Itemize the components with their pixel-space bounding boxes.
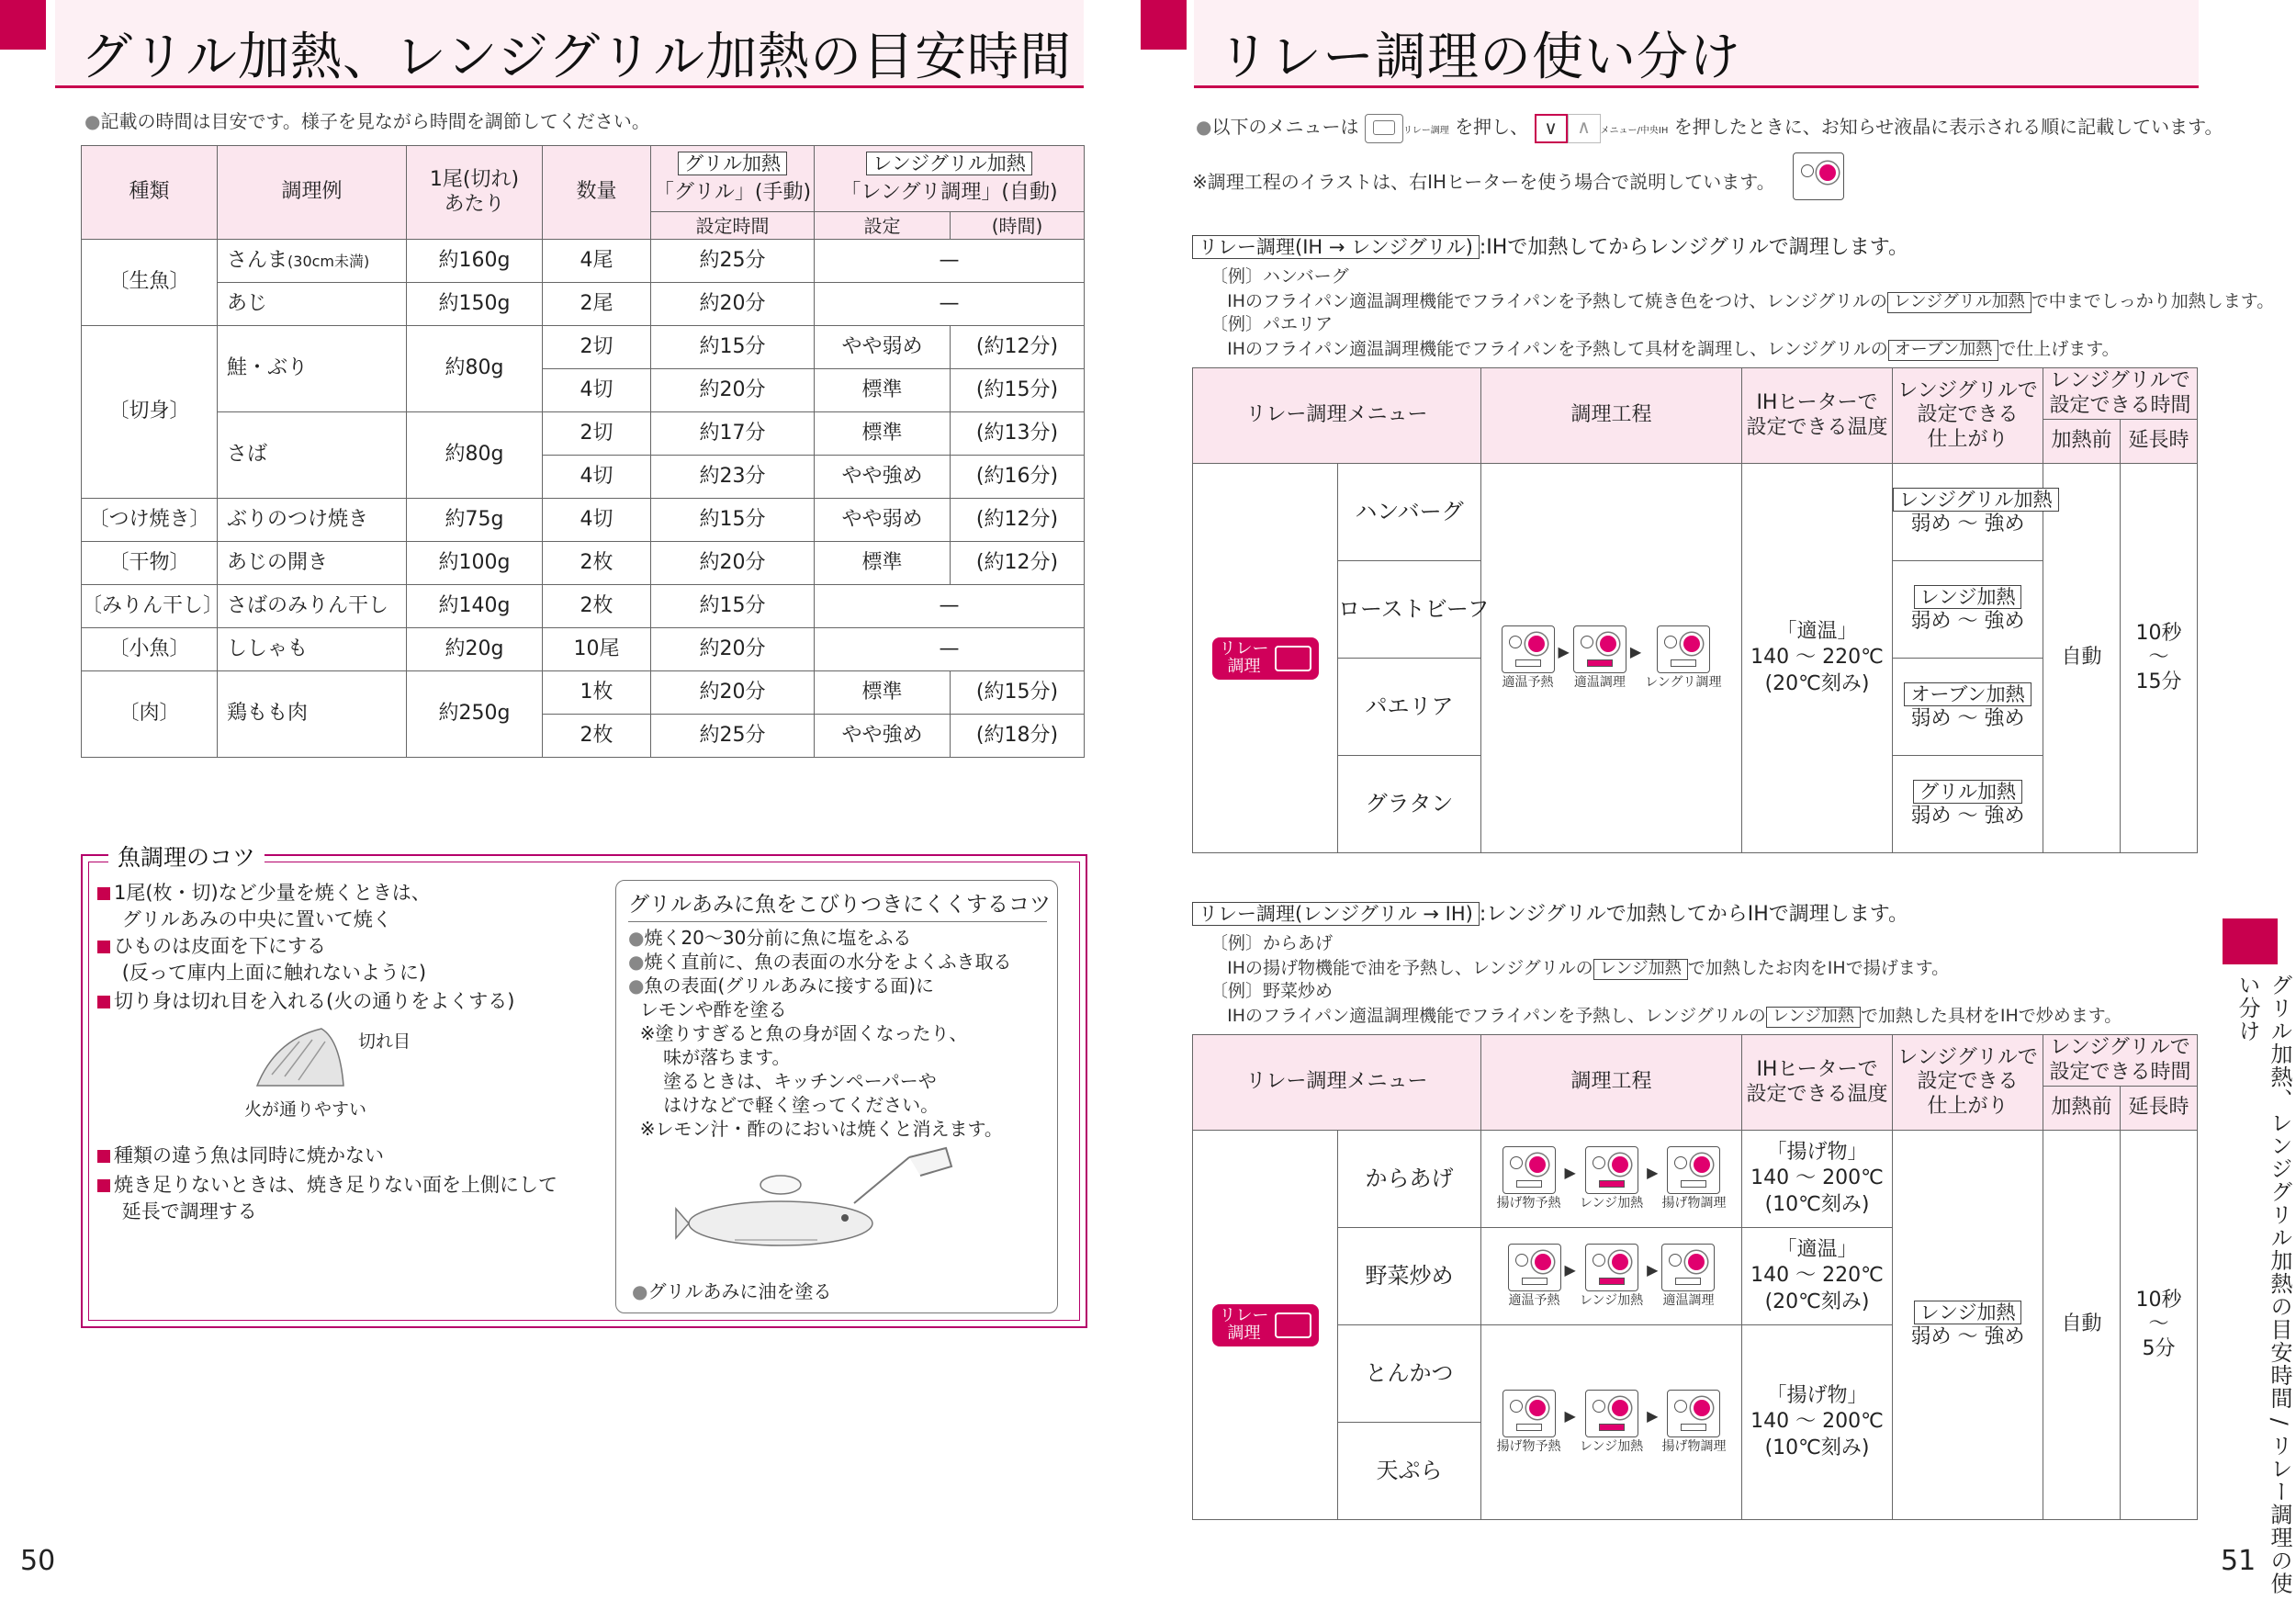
cell-example: 鮭・ぶり (218, 326, 407, 412)
relay2-process-1 (1481, 1228, 1742, 1325)
relay1-finish-2: オーブン加熱 弱め 〜 強め (1893, 659, 2043, 756)
header-accent (0, 0, 46, 50)
th-range-set: 設定 (815, 212, 951, 240)
cell-grill-time: 約15分 (651, 326, 815, 369)
th-process: 調理工程 (1481, 368, 1742, 464)
cell-grill-time: 約20分 (651, 369, 815, 412)
cell-range-none: — (815, 585, 1085, 628)
cell-range-none: — (815, 628, 1085, 671)
table-row (82, 326, 1085, 369)
bullet-square-icon (97, 887, 110, 900)
th-pre-2: 加熱前 (2043, 1087, 2121, 1131)
tip-4: 種類の違う魚は同時に焼かない (97, 1143, 384, 1169)
relay-sec2-example1: 〔例〕からあげ IHの揚げ物機能で油を予熱し、レンジグリルの レンジ加熱 で加熱したお肉をIHで揚げます。 (1210, 933, 1950, 978)
cell-qty: 1枚 (543, 671, 651, 715)
relay1-ext: 10秒 〜 15分 (2121, 464, 2198, 853)
relay-sec2-heading: リレー調理(レンジグリル → IH) :レンジグリルで加熱してからIHで調理します。 (1192, 898, 1908, 927)
arrow-right-icon: ▶ (1558, 642, 1570, 660)
th-finish-2: レンジグリルで 設定できる 仕上がり (1893, 1035, 2043, 1131)
cell-range-set: やや弱め (815, 326, 951, 369)
cell-example: 鶏もも肉 (218, 671, 407, 758)
cell-example: ぶりのつけ焼き (218, 499, 407, 542)
right-note-2: ※調理工程のイラストは、右IHヒーターを使う場合で説明しています。 (1192, 171, 1775, 193)
tip-5: 焼き足りないときは、焼き足りない面を上側にして 延長で調理する (97, 1172, 557, 1225)
cell-per: 約80g (407, 412, 543, 499)
relay2-process-0 (1481, 1131, 1742, 1228)
relay-badge: リレー 調理 (1212, 1304, 1319, 1346)
cell-range-set: やや強め (815, 456, 951, 499)
table-row (82, 499, 1085, 542)
relay1-finish-1: レンジ加熱 弱め 〜 強め (1893, 561, 2043, 659)
cell-qty: 2尾 (543, 283, 651, 326)
relay1-menu-3: グラタン (1338, 756, 1481, 853)
relay2-menu-3: 天ぷら (1338, 1423, 1481, 1520)
relay2-ext: 10秒 〜 5分 (2121, 1131, 2198, 1520)
cell-example: あじの開き (218, 542, 407, 585)
cell-qty: 2枚 (543, 542, 651, 585)
table-row (82, 542, 1085, 585)
relay-button-icon (1365, 114, 1403, 143)
relay1-finish-3: グリル加熱 弱め 〜 強め (1893, 756, 2043, 853)
bullet-square-icon (97, 996, 110, 1008)
tip-1: 1尾(枚・切)など少量を焼くときは、 グリルあみの中央に置いて焼く (97, 880, 431, 933)
relay1-menu-2: パエリア (1338, 659, 1481, 756)
relay-table-1 (1192, 367, 2198, 853)
th-relay-menu: リレー調理メニュー (1193, 368, 1481, 464)
relay2-pre: 自動 (2043, 1131, 2121, 1520)
table-row (82, 628, 1085, 671)
cell-qty: 4尾 (543, 240, 651, 283)
cell-example: さばのみりん干し (218, 585, 407, 628)
cell-per: 約250g (407, 671, 543, 758)
relay2-finish: レンジ加熱 弱め 〜 強め (1893, 1131, 2043, 1520)
stove-step-icon (1667, 1146, 1720, 1194)
process-step: レンジ加熱 (1580, 1146, 1643, 1211)
page-title-right: リレー調理の使い分け (1218, 28, 1741, 87)
cell-range-set: 標準 (815, 671, 951, 715)
grill-time-table (81, 145, 1085, 758)
cell-kind: 〔小魚〕 (82, 628, 218, 671)
bullet-square-icon (97, 1150, 110, 1163)
th-time-2: レンジグリルで 設定できる時間 (2043, 1035, 2198, 1087)
th-grill: グリル加熱 「グリル」(手動) (651, 146, 815, 212)
stove-step-icon (1503, 1390, 1556, 1437)
process-step: 揚げ物調理 (1661, 1146, 1726, 1211)
tip-3: 切り身は切れ目を入れる(火の通りをよくする) (97, 988, 514, 1015)
grill-net-oil-tip: ●グリルあみに油を塗る (632, 1280, 832, 1302)
side-tab-label: グリル加熱、レンジグリル加熱の目安時間 / リレー調理の使い分け (2234, 974, 2292, 1595)
cell-per: 約100g (407, 542, 543, 585)
process-step: 適温調理 (1661, 1244, 1715, 1309)
relay1-finish-0: レンジグリル加熱 弱め 〜 強め (1893, 464, 2043, 561)
relay-badge: リレー 調理 (1212, 637, 1319, 680)
relay2-process-2 (1481, 1325, 1742, 1520)
right-note: ●以下のメニューは リレー調理 を押し、 ∨ ∧ メニュー/中央IH を押したときに、お知らせ液晶に表示される順に記載しています。 (1196, 112, 2223, 143)
relay2-menu-2: とんかつ (1338, 1325, 1481, 1423)
cell-qty: 2切 (543, 412, 651, 456)
left-note: ●記載の時間は目安です。様子を見ながら時間を調節してください。 (84, 110, 650, 132)
cell-range-time: (約15分) (951, 369, 1085, 412)
relay-table-2 (1192, 1034, 2198, 1520)
page-number-left: 50 (20, 1545, 56, 1577)
cell-range-none: — (815, 240, 1085, 283)
relay1-process (1481, 464, 1742, 853)
cell-qty: 10尾 (543, 628, 651, 671)
cell-per: 約150g (407, 283, 543, 326)
arrow-right-icon: ▶ (1629, 642, 1642, 660)
relay2-temp-2: 「揚げ物」 140 〜 200℃ (10℃刻み) (1742, 1325, 1893, 1520)
process-step: 適温予熱 (1508, 1244, 1561, 1309)
th-per: 1尾(切れ) あたり (407, 146, 543, 240)
stove-step-icon (1573, 625, 1626, 673)
cell-range-time: (約12分) (951, 499, 1085, 542)
th-grill-time: 設定時間 (651, 212, 815, 240)
cell-grill-time: 約15分 (651, 585, 815, 628)
relay-sec1-example1: 〔例〕ハンバーグ IHのフライパン適温調理機能でフライパンを予熱して焼き色をつけ、レンジグリルの レンジグリル加熱 で中までしっかり加熱します。 (1210, 266, 2275, 311)
cell-qty: 2切 (543, 326, 651, 369)
grill-net-tips-list: ●焼く20〜30分前に魚に塩をふる ●焼く直前に、魚の表面の水分をよくふき取る ●魚の表面(グリルあみに接する面)に レモンや酢を塗る ※塗りすぎると魚の身が固くなったり、 味が落ちます。 塗るときは、キッチンペーパーや はけなどで軽く塗ってください。 ※レモン汁・酢のにおいは焼くと消えます。 (628, 927, 1012, 1140)
cell-kind: 〔生魚〕 (82, 240, 218, 326)
th-ext: 延長時 (2121, 420, 2198, 464)
header-accent-right (1141, 0, 1187, 50)
grill-net-tips-title: グリルあみに魚をこびりつきにくくするコツ (628, 887, 1047, 922)
fish-cut-illustration (248, 1021, 367, 1095)
side-tab-accent (2223, 918, 2278, 964)
cell-qty: 2枚 (543, 715, 651, 758)
process-step: レンジ加熱 (1580, 1390, 1643, 1455)
cell-qty: 2枚 (543, 585, 651, 628)
tips-title: 魚調理のコツ (108, 839, 264, 873)
th-relay-menu-2: リレー調理メニュー (1193, 1035, 1481, 1131)
table-row (82, 283, 1085, 326)
th-example: 調理例 (218, 146, 407, 240)
cell-qty: 4切 (543, 369, 651, 412)
cell-kind: 〔肉〕 (82, 671, 218, 758)
th-kind: 種類 (82, 146, 218, 240)
th-range: レンジグリル加熱 「レングリ調理」(自動) (815, 146, 1085, 212)
th-temp-2: IHヒーターで 設定できる温度 (1742, 1035, 1893, 1131)
cell-grill-time: 約20分 (651, 542, 815, 585)
fish-oil-brush-illustration (680, 1148, 955, 1277)
cell-example: さんま(30cm未満) (218, 240, 407, 283)
cell-range-set: やや強め (815, 715, 951, 758)
page-number-right: 51 (2221, 1545, 2257, 1577)
cell-qty: 4切 (543, 499, 651, 542)
cell-example: ししゃも (218, 628, 407, 671)
cell-range-time: (約16分) (951, 456, 1085, 499)
cell-kind: 〔つけ焼き〕 (82, 499, 218, 542)
cut-label: 切れ目 (358, 1031, 411, 1052)
cell-example: あじ (218, 283, 407, 326)
th-time: レンジグリルで 設定できる時間 (2043, 368, 2198, 420)
cell-example: さば (218, 412, 407, 499)
stove-step-icon (1585, 1390, 1638, 1437)
cell-kind: 〔干物〕 (82, 542, 218, 585)
cell-range-time: (約13分) (951, 412, 1085, 456)
cell-range-set: やや弱め (815, 499, 951, 542)
arrow-right-icon: ▶ (1564, 1260, 1576, 1279)
th-finish: レンジグリルで 設定できる 仕上がり (1893, 368, 2043, 464)
cell-per: 約160g (407, 240, 543, 283)
cell-per: 約140g (407, 585, 543, 628)
process-step: 揚げ物調理 (1661, 1390, 1726, 1455)
table-row (82, 585, 1085, 628)
stove-icon (1275, 1312, 1311, 1338)
arrow-right-icon: ▶ (1647, 1163, 1659, 1181)
process-step: 揚げ物予熱 (1497, 1146, 1561, 1211)
arrow-right-icon: ▶ (1647, 1260, 1659, 1279)
stove-step-icon (1585, 1244, 1638, 1291)
stove-step-icon (1502, 625, 1555, 673)
relay-sec1-example2: 〔例〕パエリア IHのフライパン適温調理機能でフライパンを予熱して具材を調理し、レンジグリルの オーブン加熱 で仕上げます。 (1210, 314, 2120, 359)
table-row (82, 412, 1085, 456)
tip-2: ひものは皮面を下にする (反って庫内上面に触れないように) (97, 933, 426, 986)
relay1-temp: 「適温」 140 〜 220℃ (20℃刻み) (1742, 464, 1893, 853)
stove-step-icon (1508, 1244, 1561, 1291)
bullet-square-icon (97, 941, 110, 953)
cell-grill-time: 約20分 (651, 283, 815, 326)
cell-range-time: (約12分) (951, 542, 1085, 585)
cell-grill-time: 約23分 (651, 456, 815, 499)
stove-step-icon (1667, 1390, 1720, 1437)
stove-step-icon (1657, 625, 1710, 673)
relay-sec1-heading: リレー調理(IH → レンジグリル) :IHで加熱してからレンジグリルで調理します。 (1192, 231, 1908, 260)
fire-label: 火が通りやすい (244, 1099, 367, 1120)
cell-range-set: 標準 (815, 412, 951, 456)
cell-kind: 〔切身〕 (82, 326, 218, 499)
cell-grill-time: 約20分 (651, 628, 815, 671)
relay1-menu-0: ハンバーグ (1338, 464, 1481, 561)
relay1-pre: 自動 (2043, 464, 2121, 853)
process-step: レングリ調理 (1645, 625, 1721, 691)
relay2-temp-1: 「適温」 140 〜 220℃ (20℃刻み) (1742, 1228, 1893, 1325)
process-step: 適温予熱 (1502, 625, 1555, 691)
th-temp: IHヒーターで 設定できる温度 (1742, 368, 1893, 464)
th-pre: 加熱前 (2043, 420, 2121, 464)
arrow-right-icon: ▶ (1564, 1163, 1576, 1181)
stove-step-icon (1661, 1244, 1715, 1291)
process-step: 揚げ物予熱 (1497, 1390, 1561, 1455)
cell-range-time: (約15分) (951, 671, 1085, 715)
relay-badge-cell-1 (1193, 464, 1338, 853)
cell-range-none: — (815, 283, 1085, 326)
cell-grill-time: 約25分 (651, 715, 815, 758)
ih-heater-icon (1793, 152, 1844, 200)
relay2-menu-1: 野菜炒め (1338, 1228, 1481, 1325)
process-step: レンジ加熱 (1580, 1244, 1643, 1309)
th-ext-2: 延長時 (2121, 1087, 2198, 1131)
cell-grill-time: 約15分 (651, 499, 815, 542)
cell-grill-time: 約20分 (651, 671, 815, 715)
bullet-square-icon (97, 1179, 110, 1192)
relay-badge-cell-2 (1193, 1131, 1338, 1520)
relay2-menu-0: からあげ (1338, 1131, 1481, 1228)
stove-step-icon (1503, 1146, 1556, 1194)
process-step: 適温調理 (1573, 625, 1626, 691)
table-row (82, 240, 1085, 283)
th-qty: 数量 (543, 146, 651, 240)
arrow-right-icon: ▶ (1564, 1406, 1576, 1425)
cell-range-set: 標準 (815, 369, 951, 412)
stove-icon (1275, 646, 1311, 671)
cell-kind: 〔みりん干し〕 (82, 585, 218, 628)
cell-qty: 4切 (543, 456, 651, 499)
relay-sec2-example2: 〔例〕野菜炒め IHのフライパン適温調理機能でフライパンを予熱し、レンジグリルの レンジ加熱 で加熱した具材をIHで炒めます。 (1210, 981, 2122, 1026)
stove-step-icon (1585, 1146, 1638, 1194)
down-button-icon: ∨ (1535, 114, 1568, 143)
arrow-right-icon: ▶ (1647, 1406, 1659, 1425)
up-button-icon: ∧ (1568, 114, 1601, 143)
cell-range-time: (約18分) (951, 715, 1085, 758)
cell-grill-time: 約17分 (651, 412, 815, 456)
relay1-menu-1: ローストビーフ (1338, 561, 1481, 659)
th-range-time: (時間) (951, 212, 1085, 240)
page-title-left: グリル加熱、レンジグリル加熱の目安時間 (81, 28, 1073, 87)
cell-per: 約80g (407, 326, 543, 412)
cell-per: 約75g (407, 499, 543, 542)
cell-range-set: 標準 (815, 542, 951, 585)
cell-grill-time: 約25分 (651, 240, 815, 283)
relay2-temp-0: 「揚げ物」 140 〜 200℃ (10℃刻み) (1742, 1131, 1893, 1228)
cell-range-time: (約12分) (951, 326, 1085, 369)
cell-per: 約20g (407, 628, 543, 671)
th-process-2: 調理工程 (1481, 1035, 1742, 1131)
table-row (82, 671, 1085, 715)
